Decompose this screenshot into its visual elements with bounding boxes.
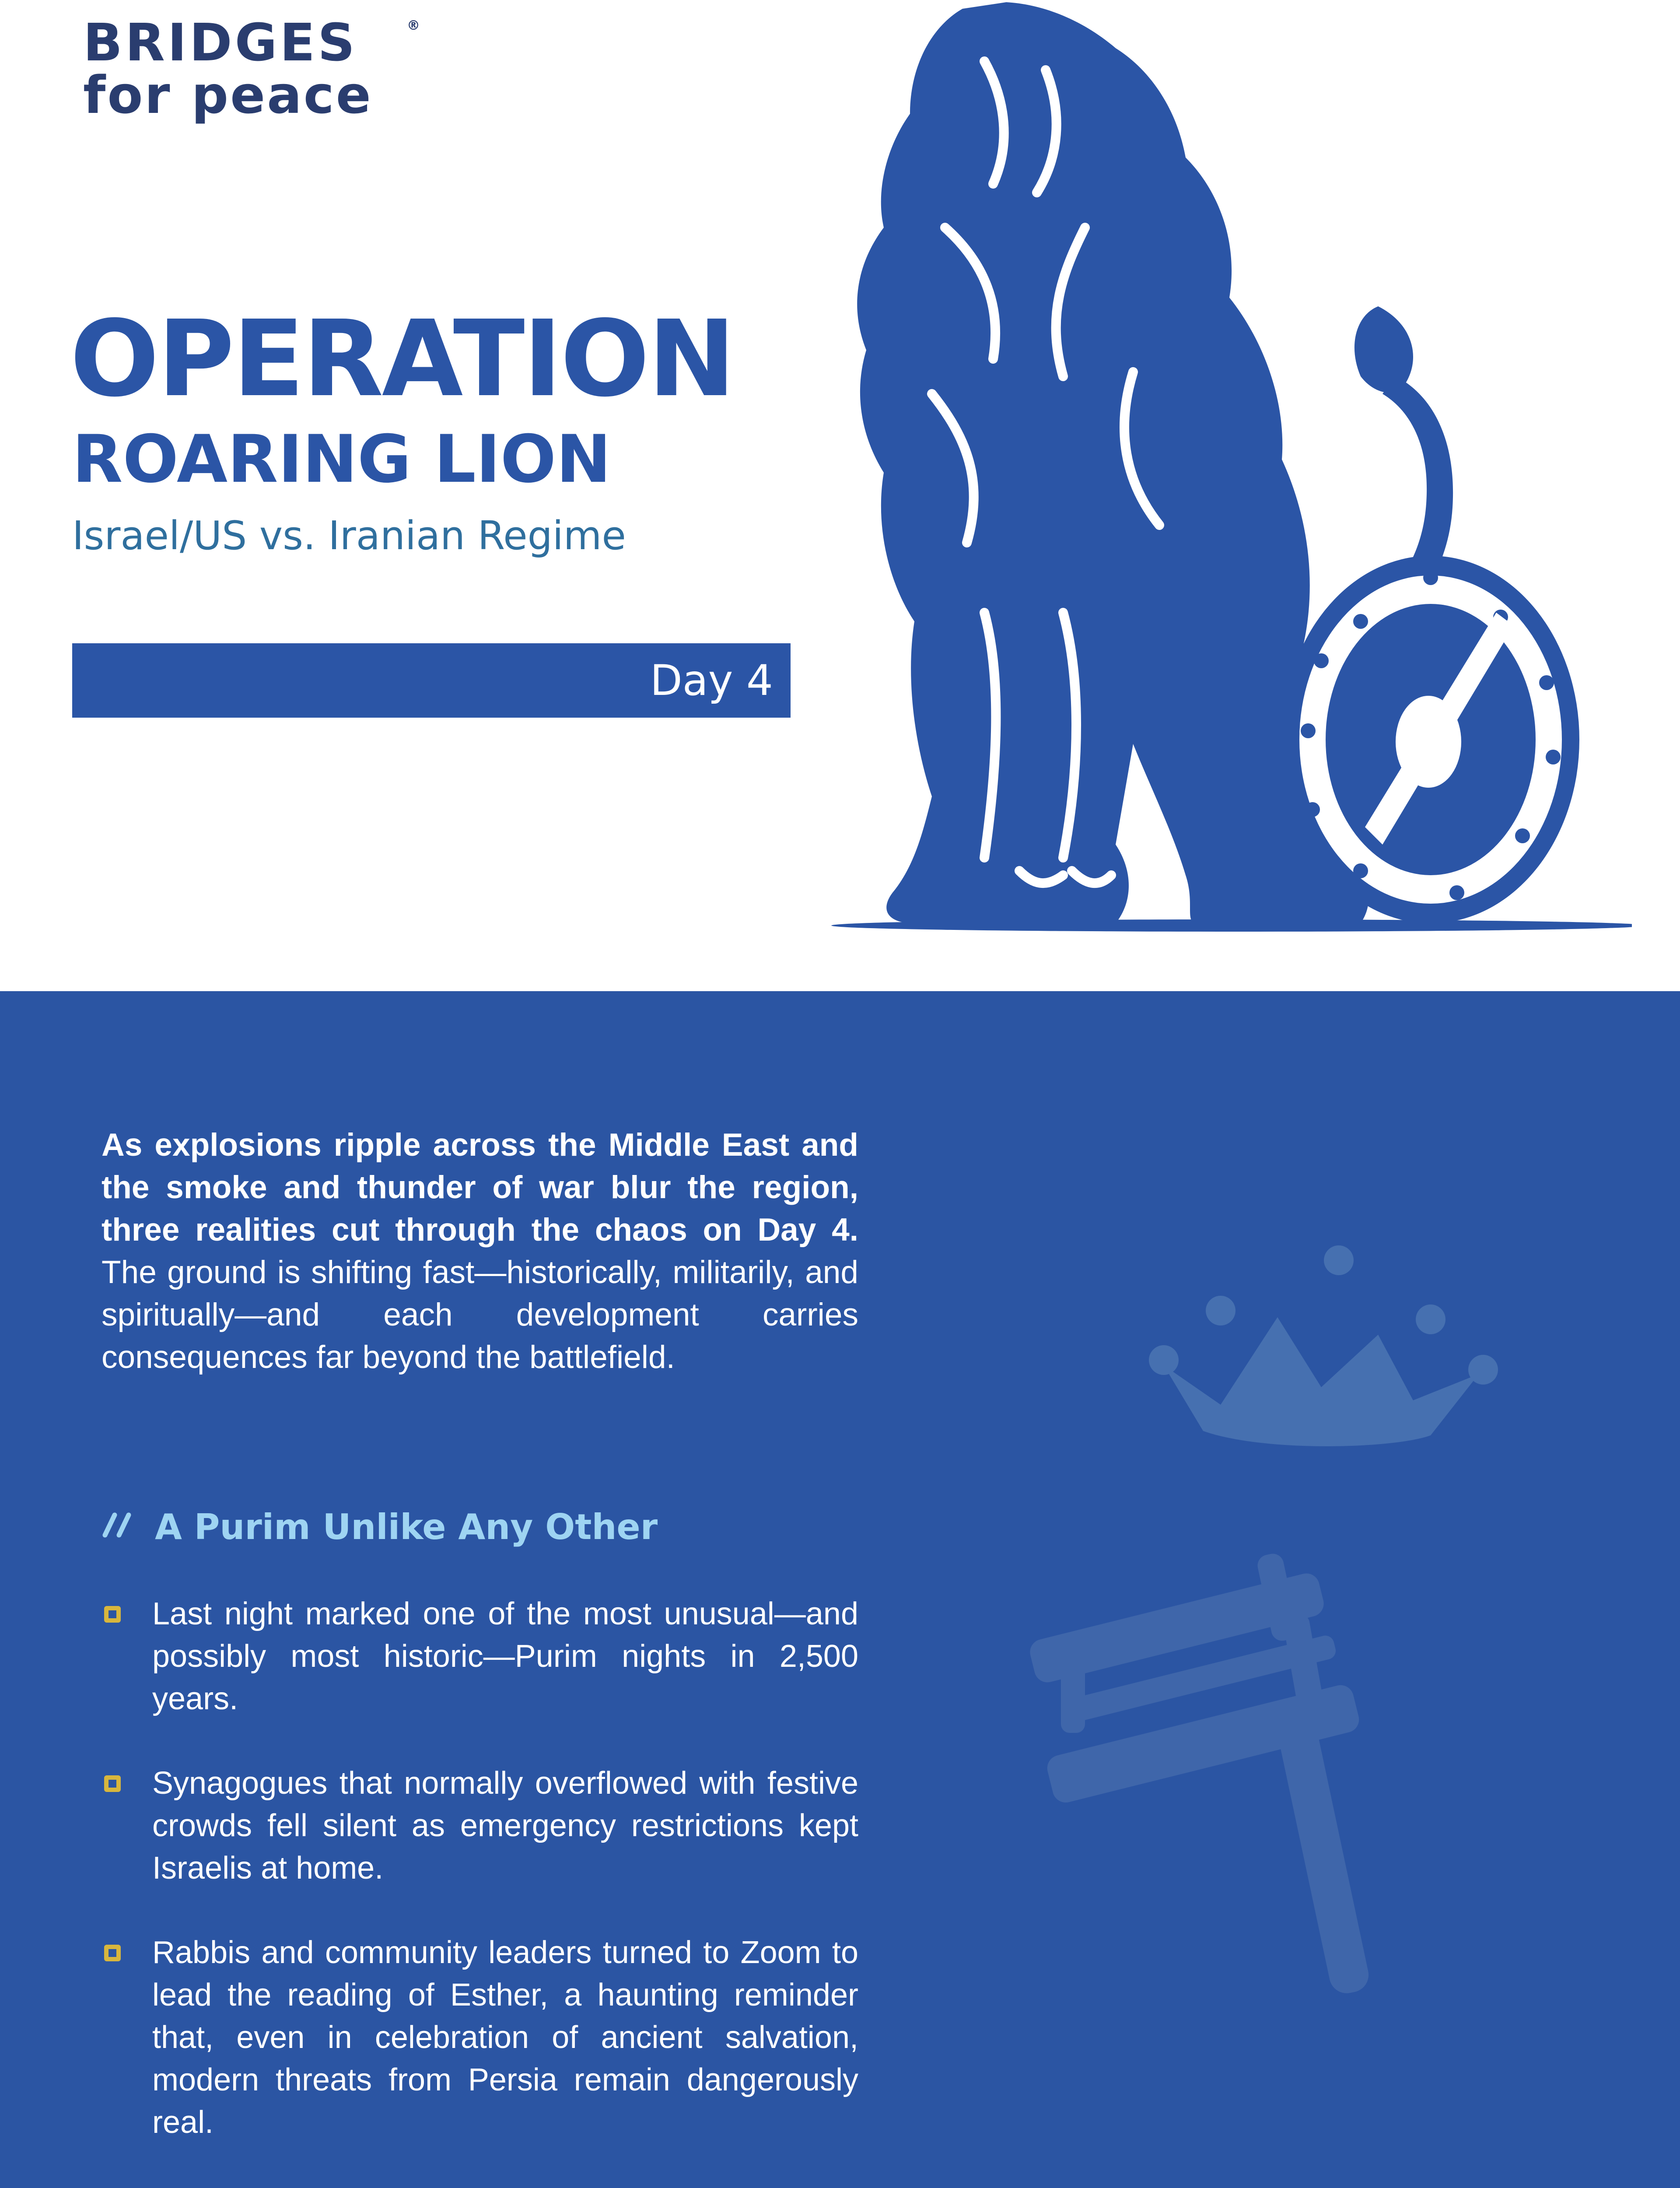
day-label: Day 4 bbox=[650, 656, 773, 705]
square-bullet-icon bbox=[104, 1945, 121, 1961]
list-item-text: Synagogues that normally overflowed with festive crowds fell silent as emergency restrictions kept Israelis at home. bbox=[152, 1766, 858, 1886]
page-title: OPERATION bbox=[70, 298, 734, 420]
list-item bbox=[102, 1762, 858, 1890]
intro-paragraph bbox=[102, 1124, 858, 1378]
list-item-text: Rabbis and community leaders turned to Zoom to lead the reading of Esther, a haunting reminder that, even in celebration of ancient salvation, modern threats from Persia remain dangerously real. bbox=[152, 1935, 858, 2140]
bridges-for-peace-logo bbox=[83, 12, 420, 125]
lion-icon bbox=[801, 0, 1632, 941]
section-heading: A Purim Unlike Any Other bbox=[155, 1507, 658, 1547]
square-bullet-icon bbox=[104, 1606, 121, 1623]
day-banner bbox=[72, 643, 791, 718]
gragger-icon bbox=[1019, 1553, 1439, 1995]
content-panel bbox=[0, 991, 1680, 2188]
square-bullet-icon bbox=[104, 1775, 121, 1792]
logo-line-1: BRIDGES bbox=[83, 12, 358, 73]
registered-mark: ® bbox=[407, 18, 420, 33]
intro-rest: The ground is shifting fast—historically, militarily, and spiritually—and each development carries consequences far beyond the battlefield. bbox=[102, 1255, 858, 1375]
double-slash-icon bbox=[102, 1507, 136, 1542]
bullet-list bbox=[102, 1593, 858, 2186]
list-item bbox=[102, 1593, 858, 1720]
page-title-sub: ROARING LION bbox=[72, 421, 611, 498]
list-item-text: Last night marked one of the most unusual—and possibly most historic—Purim nights in 2,500 years. bbox=[152, 1596, 858, 1716]
logo-line-2: for peace bbox=[83, 65, 373, 125]
intro-lead: As explosions ripple across the Middle East and the smoke and thunder of war blur the region, three realities cut through the chaos on Day 4. bbox=[102, 1127, 858, 1248]
crown-icon bbox=[1133, 1243, 1509, 1479]
page-subtitle: Israel/US vs. Iranian Regime bbox=[72, 513, 626, 559]
list-item bbox=[102, 1932, 858, 2144]
header-section bbox=[0, 0, 1680, 991]
